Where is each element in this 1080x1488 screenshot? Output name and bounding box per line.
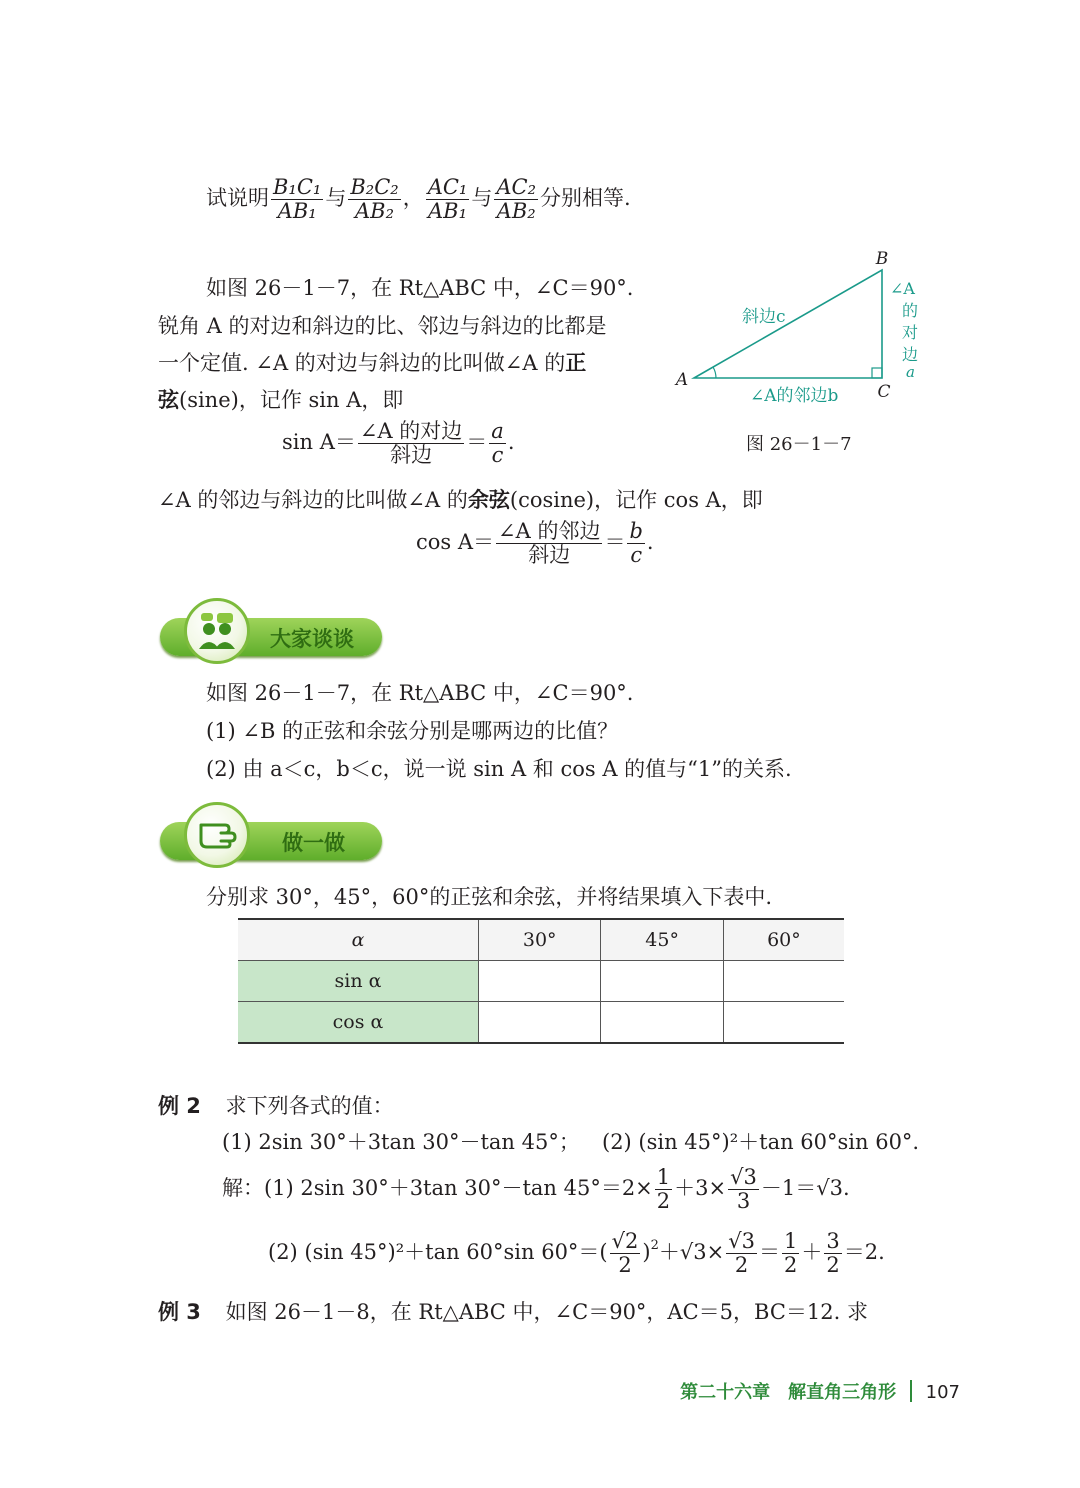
doit-line-1: 分别求 30°，45°，60°的正弦和余弦，并将结果填入下表中. — [206, 885, 773, 909]
figure-caption: 图 26－1－7 — [746, 434, 852, 455]
pointing-hand-icon — [184, 802, 250, 868]
table-header-cell: α — [238, 919, 479, 961]
table-header-cell: 60° — [723, 919, 844, 961]
sine-formula: sin A＝ $\frac{\text{∠A 的对边}}{\text{斜边}}$ ＝ $\frac{a}{c}$ . — [282, 419, 515, 468]
table-cell[interactable] — [723, 1002, 844, 1044]
table-header-cell: 45° — [601, 919, 723, 961]
right-triangle-figure — [660, 240, 940, 420]
discuss-badge — [160, 608, 382, 662]
example-3-text: 如图 26－1－8，在 Rt△ABC 中，∠C＝90°，AC＝5，BC＝12. 求 — [225, 1300, 868, 1324]
para-line-5: ∠A 的邻边与斜边的比叫做∠A 的余弦(cosine)，记作 cos A，即 — [158, 488, 763, 512]
doit-badge-label: 做一做 — [282, 831, 345, 855]
vertex-a-label: A — [675, 370, 689, 390]
term-sine-1: 正 — [565, 351, 587, 375]
para-line-3: 一个定值. ∠A 的对边与斜边的比叫做∠A 的正 — [158, 351, 587, 375]
table-cell[interactable] — [601, 961, 723, 1002]
opposite-label-3: 对 — [902, 323, 919, 342]
intro-line: 试说明 $\frac{\text{B₁C₁}}{\text{AB₁}}$ 与 $\frac{\text{B₂C₂}}{\text{AB₂}}$ ， $\frac{\text{AC₁}}{\text{AB₁}}$ 与 $\frac{\text{AC₂}}{\text{AB₂}}$ 分别相等. — [206, 174, 631, 223]
example-2-title: 求下列各式的值： — [225, 1094, 394, 1118]
fraction-b1c1-ab1: $\frac{\text{B₁C₁}}{\text{AB₁}}$ — [273, 174, 322, 223]
opposite-a-label: a — [906, 363, 915, 381]
discuss-line-1: 如图 26－1－7，在 Rt△ABC 中，∠C＝90°. — [206, 681, 634, 705]
example-2-q2: (2) (sin 45°)²＋tan 60°sin 60°. — [602, 1130, 920, 1154]
term-cosine: 余弦 — [467, 488, 510, 512]
table-header-row — [238, 919, 844, 961]
para-line-1: 如图 26－1－7，在 Rt△ABC 中，∠C＝90°. — [206, 276, 634, 300]
vertex-b-label: B — [875, 249, 889, 269]
angle-a-arc — [713, 367, 716, 378]
sin-cos-table — [238, 918, 844, 1044]
opposite-label-1: ∠A — [890, 279, 915, 298]
discuss-badge-label: 大家谈谈 — [270, 627, 354, 651]
table-row-label: sin α — [238, 961, 479, 1002]
term-sine-2: 弦 — [158, 388, 179, 412]
adjacent-label: ∠A的邻边b — [750, 386, 839, 406]
example-2-solution-1: 解：(1) 2sin 30°＋3tan 30°－tan 45°＝2× $\frac{1}{2}$ ＋3× $\frac{√3}{3}$ －1＝√3. — [222, 1165, 850, 1214]
doit-badge — [160, 812, 382, 866]
example-2-solution-2: (2) (sin 45°)²＋tan 60°sin 60°＝( $\frac{√2}{2}$ )$^2$＋√3× $\frac{√3}{2}$ ＝ $\frac{1}{2}$ ＋ $\frac{3}{2}$ ＝2. — [268, 1229, 885, 1278]
vertex-c-label: C — [877, 382, 891, 402]
para-line-4: 弦(sine)，记作 sin A，即 — [158, 388, 404, 412]
table-cell[interactable] — [479, 1002, 601, 1044]
triangle — [694, 270, 882, 378]
para-line-2: 锐角 A 的对边和斜边的比、邻边与斜边的比都是 — [158, 314, 607, 338]
discuss-line-2: (1) ∠B 的正弦和余弦分别是哪两边的比值？ — [206, 719, 619, 743]
fraction-ac2-ab2: $\frac{\text{AC₂}}{\text{AB₂}}$ — [496, 174, 536, 223]
right-angle-mark — [872, 368, 882, 378]
page-number: 107 — [925, 1382, 960, 1403]
fraction-ac1-ab1: $\frac{\text{AC₁}}{\text{AB₁}}$ — [427, 174, 468, 223]
table-row — [238, 1002, 844, 1044]
example-2-q1: (1) 2sin 30°＋3tan 30°－tan 45°； — [222, 1130, 580, 1154]
example-2-heading — [158, 1090, 394, 1120]
people-talking-icon — [184, 598, 250, 664]
hypotenuse-label: 斜边c — [742, 307, 786, 327]
table-header-cell: 30° — [479, 919, 601, 961]
opposite-label-2: 的 — [902, 301, 919, 320]
page-footer — [680, 1378, 960, 1404]
table-cell[interactable] — [479, 961, 601, 1002]
opposite-label-4: 边 — [902, 345, 919, 364]
example-3 — [158, 1296, 868, 1326]
table-row-label: cos α — [238, 1002, 479, 1044]
fraction-b2c2-ab2: $\frac{\text{B₂C₂}}{\text{AB₂}}$ — [350, 174, 399, 223]
chapter-title: 第二十六章 解直角三角形 — [680, 1382, 897, 1403]
table-cell[interactable] — [601, 1002, 723, 1044]
discuss-line-3: (2) 由 a＜c，b＜c，说一说 sin A 和 cos A 的值与“1”的关系. — [206, 757, 792, 781]
cosine-formula: cos A＝ $\frac{\text{∠A 的邻边}}{\text{斜边}}$ ＝ $\frac{b}{c}$ . — [416, 519, 654, 568]
example-2-label: 例 2 — [158, 1094, 201, 1118]
table-cell[interactable] — [723, 961, 844, 1002]
example-3-label: 例 3 — [158, 1300, 201, 1324]
footer-divider — [910, 1380, 912, 1402]
table-row — [238, 961, 844, 1002]
